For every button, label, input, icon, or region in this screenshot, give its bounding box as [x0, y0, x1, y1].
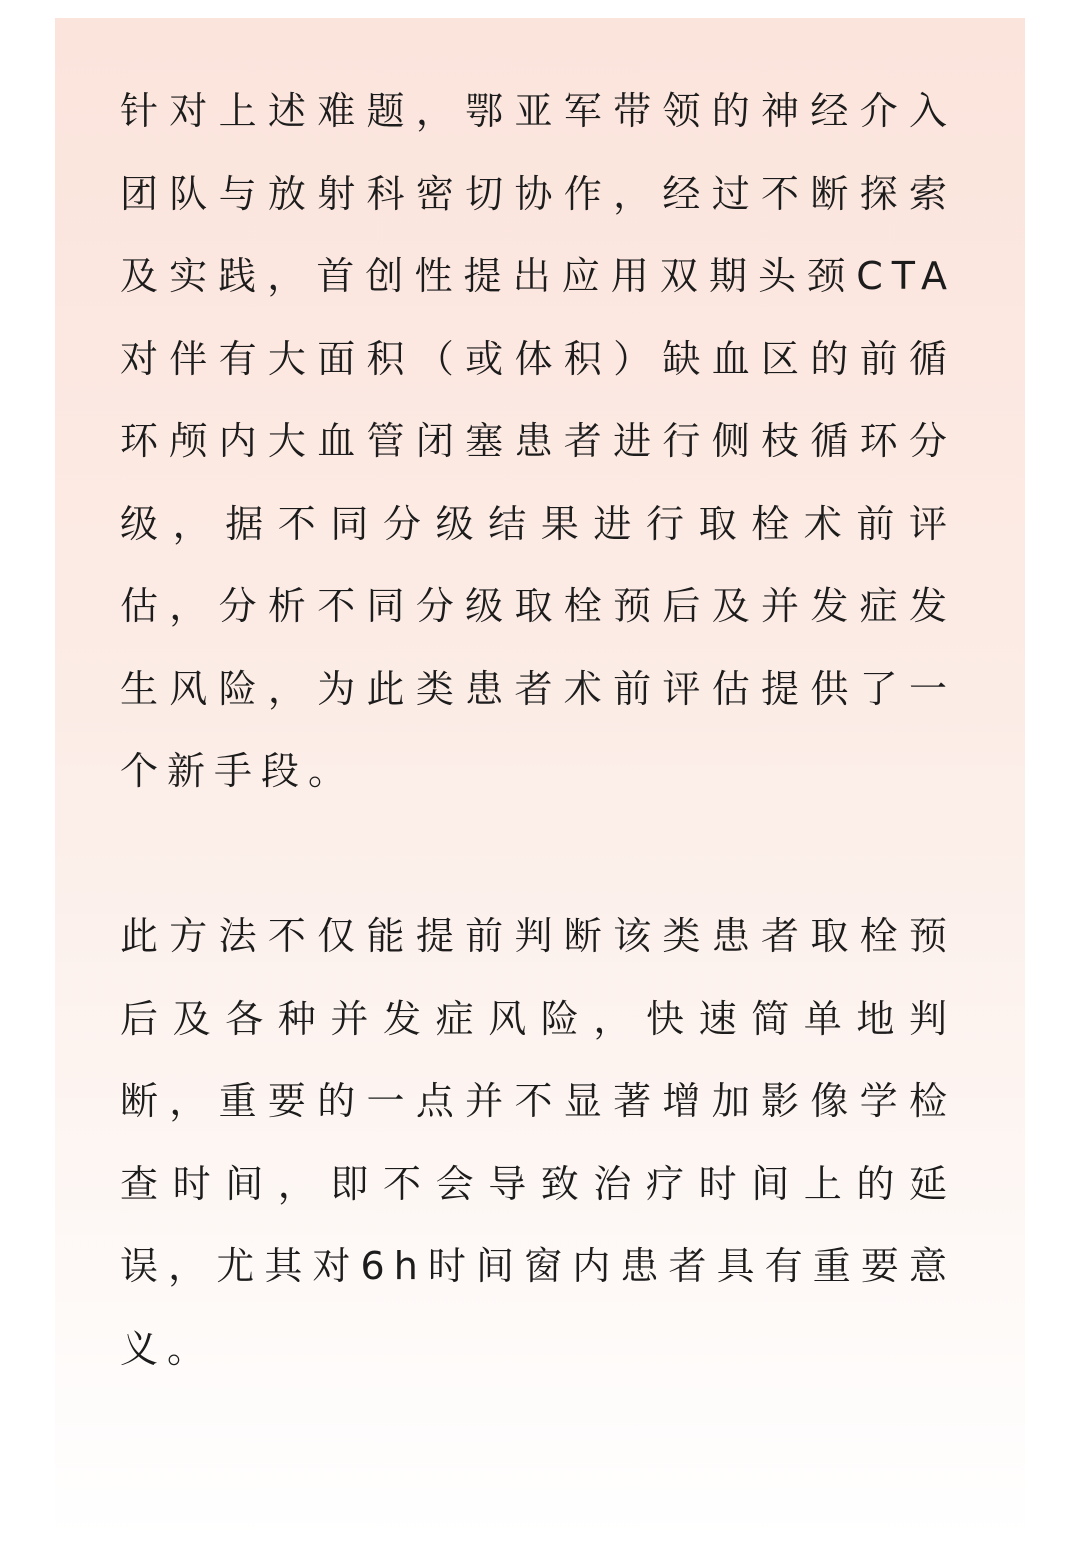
- article-paragraph-2: 此方法不仅能提前判断该类患者取栓预后及各种并发症风险，快速简单地判断，重要的一点并不显著增加影像学检查时间，即不会导致治疗时间上的延误，尤其对6h时间窗内患者具有重要意义。: [120, 914, 956, 1371]
- article-paragraph-1: 针对上述难题，鄂亚军带领的神经介入团队与放射科密切协作，经过不断探索及实践，首创性提出应用双期头颈CTA对伴有大面积（或体积）缺血区的前循环颅内大血管闭塞患者进行侧枝循环分级，据不同分级结果进行取栓术前评估，分析不同分级取栓预后及并发症发生风险，为此类患者术前评估提供了一个新手段。: [120, 89, 956, 793]
